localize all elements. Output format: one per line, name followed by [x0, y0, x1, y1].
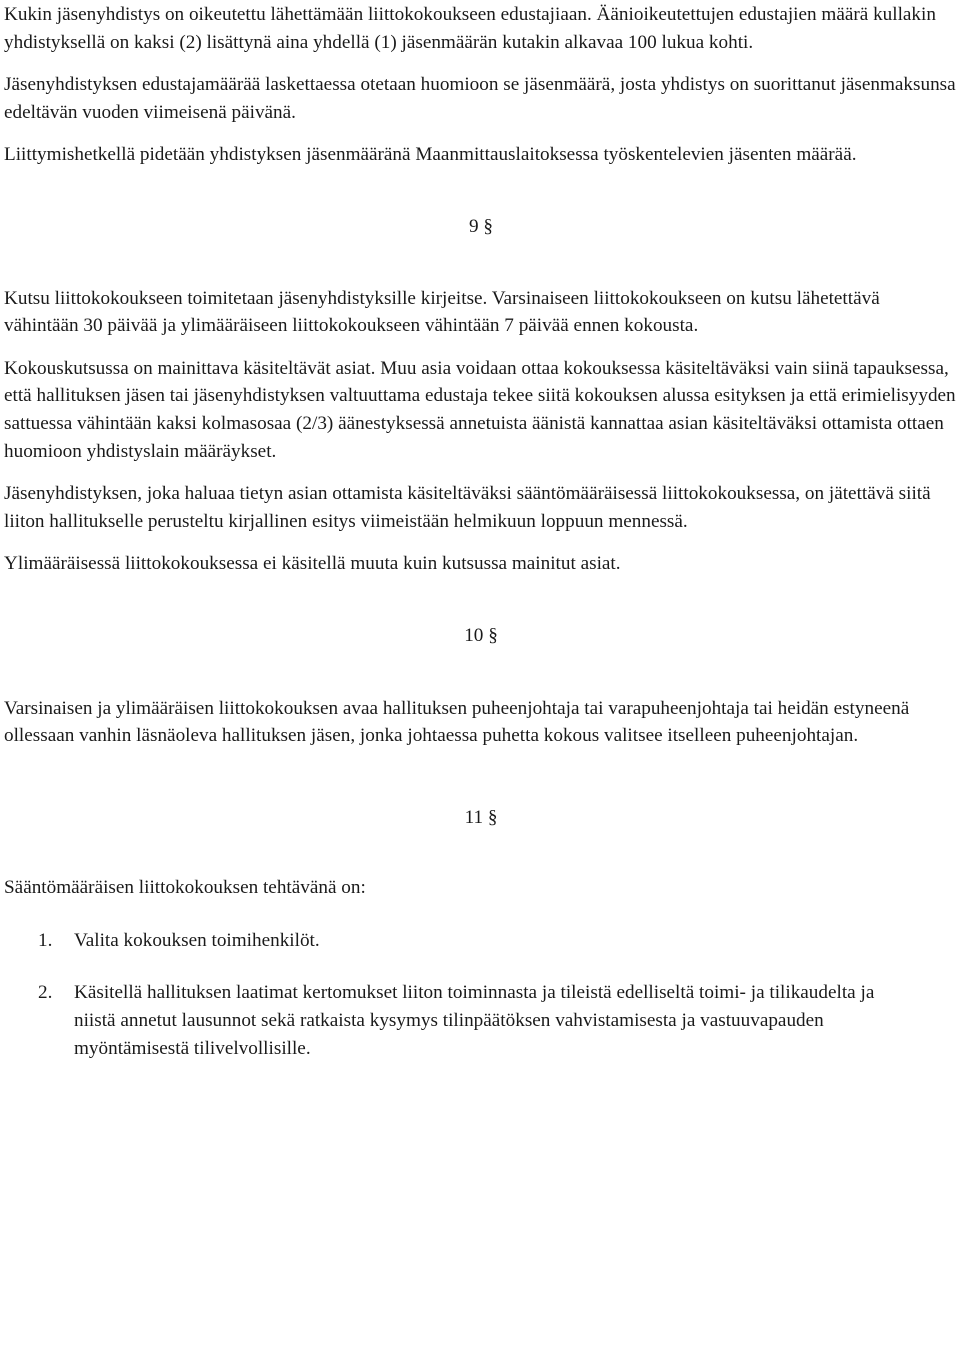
- list-item-number: 2.: [38, 982, 53, 1004]
- section-heading-10: 10 §: [464, 624, 498, 646]
- paragraph-joining: Liittymishetkellä pidetään yhdistyksen jäsenmääränä Maanmittauslaitoksessa työskentelevien jäsenten määrää.: [4, 144, 857, 166]
- paragraph-agenda: Kokouskutsussa on mainittava käsiteltävät asiat. Muu asia voidaan ottaa kokouksessa käsiteltäväksi vain siinä tapauksessa, että hallituksen jäsen tai jäsenyhdistyksen valtuuttama edustaja tekee siitä kokouksen alussa esityksen ja että erimielisyyden sattuessa vähintään kaksi kolmasosaa (2/3) äänestyksessä annetuista äänistä kannattaa asian käsiteltäväksi ottamista ottaen huomioon yhdistyslain määräykset.: [4, 357, 956, 462]
- section-heading-11: 11 §: [464, 806, 498, 828]
- section-heading-9: 9 §: [469, 215, 493, 237]
- list-item-text: Käsitellä hallituksen laatimat kertomukset liiton toiminnasta ja tileistä edelliseltä toimi- ja tilikaudelta ja niistä annetut lausunnot sekä ratkaista kysymys tilinpäätöksen vahvistamisesta ja vastuuvapauden myöntämisestä tilivelvollisille.: [74, 982, 875, 1059]
- paragraph-duties-intro: Sääntömääräisen liittokokouksen tehtävänä on:: [4, 877, 366, 899]
- list-item: [4, 979, 958, 1062]
- document-page: [4, 1, 958, 1087]
- list-item-text: Valita kokouksen toimihenkilöt.: [74, 929, 320, 951]
- list-item-number: 1.: [38, 929, 53, 951]
- paragraph-invitation: Kutsu liittokokoukseen toimitetaan jäsenyhdistyksille kirjeitse. Varsinaiseen liittokokoukseen on kutsu lähetettävä vähintään 30 päivää ja ylimääräiseen liittokokoukseen vähintään 7 päivää ennen kokousta.: [4, 287, 880, 337]
- duties-list: [4, 927, 958, 1062]
- paragraph-opening: Varsinaisen ja ylimääräisen liittokokouksen avaa hallituksen puheenjohtaja tai varapuheenjohtaja tai heidän estyneenä ollessaan vanhin läsnäoleva hallituksen jäsen, jonka johtaessa puhetta kokous valitsee itselleen puheenjohtajan.: [4, 697, 910, 747]
- paragraph-proposal: Jäsenyhdistyksen, joka haluaa tietyn asian ottamista käsiteltäväksi sääntömääräisessä liittokokouksessa, on jätettävä siitä liiton hallitukselle perusteltu kirjallinen esitys viimeistään helmikuun loppuun mennessä.: [4, 483, 931, 532]
- paragraph-member-count: Jäsenyhdistyksen edustajamäärää laskettaessa otetaan huomioon se jäsenmäärä, josta yhdistys on suorittanut jäsenmaksunsa edeltävän vuoden viimeisenä päivänä.: [4, 74, 956, 123]
- list-item: [4, 927, 958, 955]
- paragraph-extraordinary: Ylimääräisessä liittokokouksessa ei käsitellä muuta kuin kutsussa mainitut asiat.: [4, 553, 621, 575]
- paragraph-representatives: Kukin jäsenyhdistys on oikeutettu lähettämään liittokokoukseen edustajiaan. Äänioikeutettujen edustajien määrä kullakin yhdistyksellä on kaksi (2) lisättynä aina yhdellä (1) jäsenmäärän kutakin alkavaa 100 lukua kohti.: [4, 4, 936, 53]
